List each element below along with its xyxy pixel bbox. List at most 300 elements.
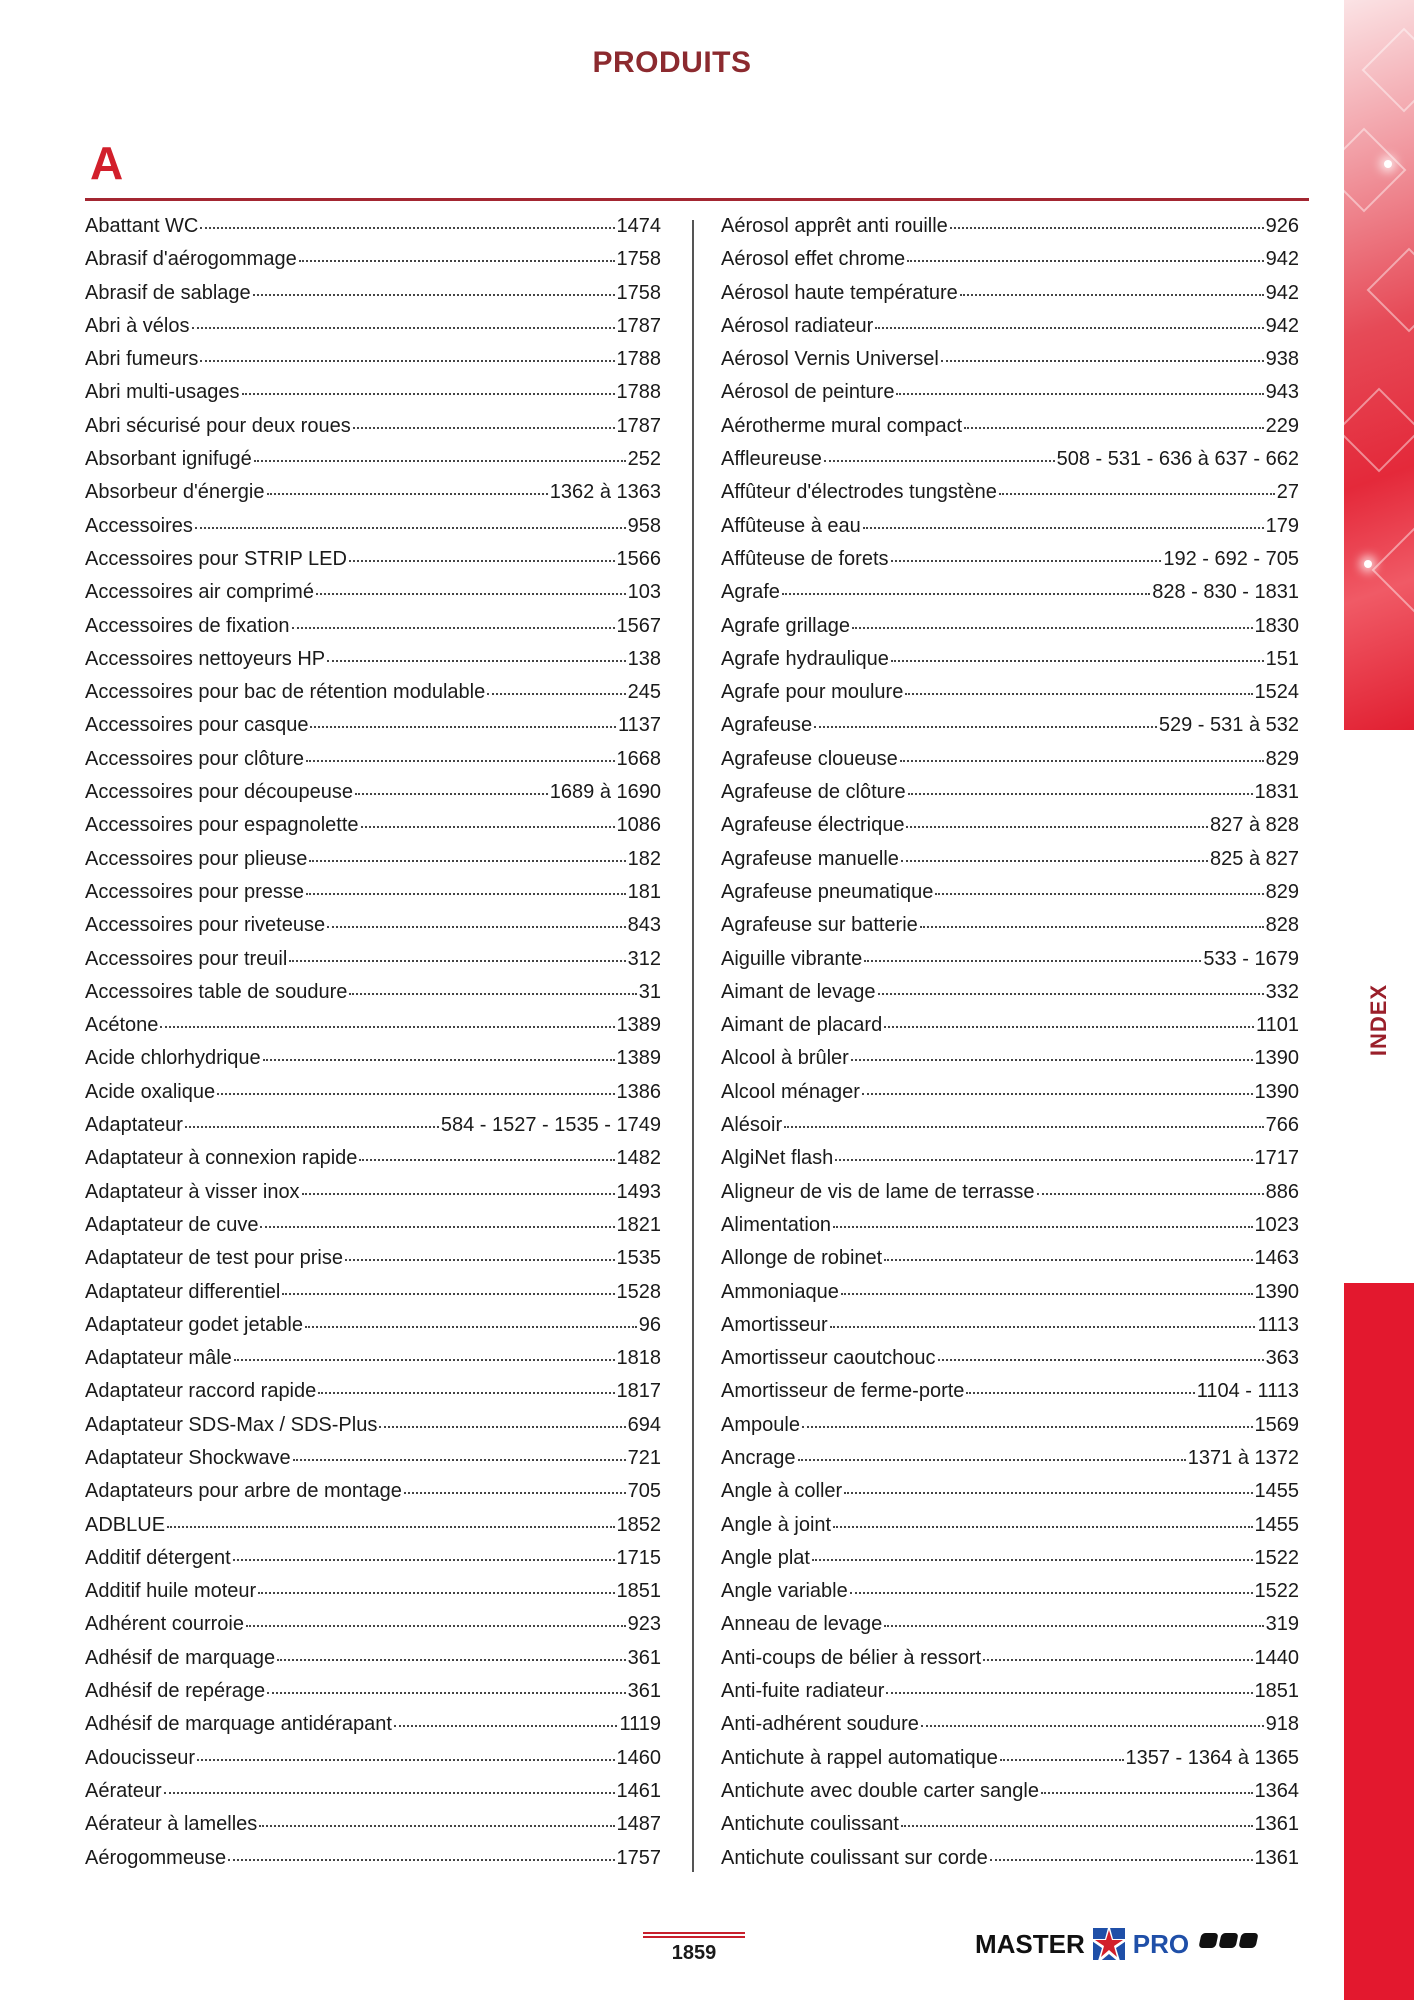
dot-leader — [802, 1426, 1253, 1428]
entry-name: Adaptateur — [85, 1114, 183, 1137]
index-column-left — [85, 215, 661, 1880]
entry-pages: 1474 — [616, 215, 661, 237]
dot-leader — [394, 1725, 618, 1727]
dot-leader — [891, 660, 1264, 662]
index-entry[interactable] — [85, 1713, 661, 1746]
dot-leader — [217, 1093, 614, 1095]
dot-leader — [263, 1059, 615, 1061]
dot-leader — [306, 760, 615, 762]
index-entry[interactable] — [85, 1181, 661, 1214]
index-entry[interactable] — [721, 848, 1299, 881]
entry-name: Additif huile moteur — [85, 1580, 257, 1603]
index-entry[interactable] — [721, 781, 1299, 814]
entry-name: Adaptateur godet jetable — [85, 1313, 303, 1336]
entry-pages: 1364 — [1254, 1779, 1299, 1802]
index-entry[interactable] — [721, 1414, 1299, 1447]
dot-leader — [966, 1392, 1194, 1394]
index-entry[interactable] — [85, 448, 661, 481]
dot-leader — [983, 1659, 1252, 1661]
dot-leader — [784, 1126, 1263, 1128]
dot-leader — [864, 960, 1201, 962]
entry-pages: 1113 — [1257, 1313, 1299, 1336]
dot-leader — [835, 1159, 1252, 1161]
section-letter: A — [90, 137, 124, 189]
index-entry[interactable] — [85, 681, 661, 714]
entry-pages: 1758 — [616, 248, 661, 271]
entry-name: ADBLUE — [85, 1513, 166, 1536]
entry-pages: 1361 — [1254, 1846, 1299, 1869]
index-entry[interactable] — [85, 1081, 661, 1114]
index-entry[interactable] — [85, 548, 661, 581]
index-entry[interactable] — [85, 814, 661, 847]
entry-pages: 766 — [1265, 1114, 1299, 1137]
index-entry[interactable] — [721, 282, 1299, 315]
entry-pages: 943 — [1265, 381, 1299, 404]
entry-pages: 151 — [1265, 647, 1299, 670]
index-entry[interactable] — [85, 1281, 661, 1314]
index-entry[interactable] — [721, 1347, 1299, 1380]
index-entry[interactable] — [721, 1713, 1299, 1746]
dot-leader — [814, 726, 1157, 728]
index-entry[interactable] — [85, 1147, 661, 1180]
index-entry[interactable] — [721, 1447, 1299, 1480]
entry-name: Agrafe — [721, 581, 780, 604]
entry-pages: 843 — [627, 914, 661, 937]
dot-leader — [349, 993, 636, 995]
index-entry[interactable] — [85, 415, 661, 448]
entry-name: Antichute avec double carter sangle — [721, 1779, 1039, 1802]
decorative-banner — [1344, 0, 1414, 730]
entry-name: Absorbant ignifugé — [85, 448, 252, 471]
index-entry[interactable] — [85, 981, 661, 1014]
entry-name: Accessoires pour STRIP LED — [85, 547, 347, 570]
dot-leader — [164, 1792, 615, 1794]
dot-leader — [310, 726, 616, 728]
entry-pages: 1086 — [616, 814, 661, 837]
index-entry[interactable] — [721, 714, 1299, 747]
dot-leader — [896, 393, 1263, 395]
entry-pages: 1821 — [616, 1213, 661, 1236]
entry-name: Alcool à brûler — [721, 1047, 849, 1070]
entry-pages: 828 — [1265, 914, 1299, 937]
dot-leader — [884, 1026, 1254, 1028]
page-title: PRODUITS — [592, 46, 752, 79]
index-entry[interactable] — [721, 914, 1299, 947]
entry-name: Accessoires pour découpeuse — [85, 781, 353, 804]
index-entry[interactable] — [721, 1214, 1299, 1247]
index-entry[interactable] — [85, 1214, 661, 1247]
index-entry[interactable] — [85, 215, 661, 248]
dot-leader — [254, 460, 626, 462]
entry-pages: 361 — [627, 1646, 661, 1669]
dot-leader — [851, 1059, 1253, 1061]
dot-leader — [293, 1459, 626, 1461]
entry-name: Aérosol haute température — [721, 281, 958, 304]
entry-name: Agrafe hydraulique — [721, 647, 889, 670]
entry-name: Aiguille vibrante — [721, 947, 863, 970]
index-entry[interactable] — [721, 948, 1299, 981]
index-entry[interactable] — [85, 1847, 661, 1880]
entry-pages: 1569 — [1254, 1413, 1299, 1436]
index-entry[interactable] — [85, 1647, 661, 1680]
entry-pages: 923 — [627, 1613, 661, 1636]
index-entry[interactable] — [85, 615, 661, 648]
dot-leader — [197, 1759, 614, 1761]
index-entry[interactable] — [85, 1780, 661, 1813]
entry-name: Absorbeur d'énergie — [85, 481, 265, 504]
dot-leader — [824, 460, 1055, 462]
dot-leader — [906, 826, 1208, 828]
index-entry[interactable] — [85, 1347, 661, 1380]
entry-name: Adaptateur de cuve — [85, 1213, 259, 1236]
entry-pages: 1455 — [1254, 1480, 1299, 1503]
dot-leader — [782, 593, 1150, 595]
entry-name: Adaptateur Shockwave — [85, 1446, 291, 1469]
index-entry[interactable] — [721, 1613, 1299, 1646]
index-entry[interactable] — [721, 1147, 1299, 1180]
index-entry[interactable] — [721, 515, 1299, 548]
index-entry[interactable] — [721, 1547, 1299, 1580]
index-entry[interactable] — [721, 814, 1299, 847]
dot-leader — [901, 1825, 1253, 1827]
index-entry[interactable] — [721, 1480, 1299, 1513]
dot-leader — [900, 760, 1264, 762]
dot-leader — [260, 1226, 614, 1228]
index-entry[interactable] — [85, 1480, 661, 1513]
entry-name: Angle variable — [721, 1580, 848, 1603]
index-entry[interactable] — [85, 1747, 661, 1780]
entry-name: Accessoires table de soudure — [85, 980, 348, 1003]
index-entry[interactable] — [721, 1580, 1299, 1613]
index-entry[interactable] — [85, 781, 661, 814]
index-entry[interactable] — [721, 748, 1299, 781]
dot-leader — [233, 1559, 615, 1561]
entry-name: Agrafeuse pneumatique — [721, 880, 934, 903]
index-entry[interactable] — [721, 1314, 1299, 1347]
entry-pages: 1461 — [616, 1779, 661, 1802]
dot-leader — [935, 893, 1263, 895]
star-logo-icon — [1087, 1922, 1131, 1966]
entry-pages: 958 — [627, 514, 661, 537]
dot-leader — [160, 1026, 614, 1028]
entry-pages: 705 — [627, 1480, 661, 1503]
index-entry[interactable] — [721, 1380, 1299, 1413]
index-entry[interactable] — [721, 1747, 1299, 1780]
entry-pages: 584 - 1527 - 1535 - 1749 — [440, 1114, 661, 1137]
entry-name: Accessoires nettoyeurs HP — [85, 647, 326, 670]
page-number: 1859 — [671, 1942, 717, 1964]
entry-name: Agrafeuse de clôture — [721, 781, 906, 804]
dot-leader — [353, 427, 615, 429]
dot-leader — [234, 1359, 615, 1361]
index-entry[interactable] — [85, 1047, 661, 1080]
index-entry[interactable] — [721, 1114, 1299, 1147]
entry-pages: 1831 — [1254, 781, 1299, 804]
dot-leader — [200, 227, 614, 229]
entry-pages: 827 à 828 — [1210, 814, 1299, 837]
entry-pages: 825 à 827 — [1210, 847, 1299, 870]
entry-name: Adaptateur de test pour prise — [85, 1247, 343, 1270]
entry-pages: 1357 - 1364 à 1365 — [1125, 1746, 1299, 1769]
index-entry[interactable] — [85, 948, 661, 981]
entry-name: Abrasif d'aérogommage — [85, 248, 297, 271]
brand-pro-text: PRO — [1132, 1928, 1190, 1959]
entry-name: Aérotherme mural compact — [721, 414, 963, 437]
dot-leader — [316, 593, 626, 595]
dot-leader — [302, 1193, 615, 1195]
index-entry[interactable] — [85, 581, 661, 614]
dot-leader — [920, 926, 1264, 928]
index-entry[interactable] — [721, 1014, 1299, 1047]
dot-leader — [850, 1592, 1253, 1594]
entry-name: Amortisseur caoutchouc — [721, 1347, 936, 1370]
entry-name: Antichute à rappel automatique — [721, 1746, 998, 1769]
dot-leader — [185, 1126, 439, 1128]
entry-pages: 1787 — [616, 414, 661, 437]
entry-pages: 1463 — [1254, 1247, 1299, 1270]
entry-name: Acide chlorhydrique — [85, 1047, 261, 1070]
dot-leader — [327, 926, 626, 928]
entry-name: Alimentation — [721, 1213, 832, 1236]
entry-pages: 229 — [1265, 414, 1299, 437]
index-entry[interactable] — [721, 615, 1299, 648]
entry-name: Agrafeuse sur batterie — [721, 914, 918, 937]
entry-pages: 918 — [1265, 1713, 1299, 1736]
entry-name: Abri multi-usages — [85, 381, 240, 404]
entry-name: Abrasif de sablage — [85, 281, 251, 304]
dot-leader — [907, 260, 1263, 262]
entry-name: Accessoires pour plieuse — [85, 847, 308, 870]
entry-pages: 1137 — [617, 714, 661, 737]
index-entry[interactable] — [721, 448, 1299, 481]
index-entry[interactable] — [85, 1813, 661, 1846]
index-entry[interactable] — [721, 1181, 1299, 1214]
index-entry[interactable] — [85, 282, 661, 315]
dot-leader — [964, 427, 1263, 429]
index-entry[interactable] — [85, 315, 661, 348]
entry-name: Antichute coulissant — [721, 1813, 899, 1836]
entry-name: Angle plat — [721, 1546, 810, 1569]
index-entry[interactable] — [85, 881, 661, 914]
entry-pages: 1717 — [1254, 1147, 1299, 1170]
entry-name: Accessoires — [85, 514, 193, 537]
index-entry[interactable] — [721, 1281, 1299, 1314]
entry-pages: 942 — [1265, 314, 1299, 337]
index-entry[interactable] — [85, 1414, 661, 1447]
dot-leader — [960, 294, 1264, 296]
index-entry[interactable] — [85, 1247, 661, 1280]
dot-leader — [863, 527, 1264, 529]
index-entry[interactable] — [85, 1014, 661, 1047]
brand-master-text: MASTER — [975, 1928, 1085, 1959]
index-entry[interactable] — [85, 1447, 661, 1480]
entry-name: Accessoires pour riveteuse — [85, 914, 326, 937]
index-entry[interactable] — [85, 1580, 661, 1613]
index-tab[interactable] — [1349, 970, 1409, 1070]
index-entry[interactable] — [721, 1047, 1299, 1080]
brand-logo — [975, 1922, 1189, 1966]
entry-name: Accessoires pour clôture — [85, 747, 304, 770]
dot-leader — [349, 560, 615, 562]
index-entry[interactable] — [85, 714, 661, 747]
entry-pages: 1787 — [616, 314, 661, 337]
index-entry[interactable] — [721, 215, 1299, 248]
entry-pages: 1830 — [1254, 614, 1299, 637]
entry-pages: 1522 — [1254, 1546, 1299, 1569]
index-entry[interactable] — [721, 1247, 1299, 1280]
index-entry[interactable] — [721, 315, 1299, 348]
entry-name: Accessoires pour treuil — [85, 947, 288, 970]
entry-pages: 942 — [1265, 248, 1299, 271]
entry-pages: 1566 — [616, 547, 661, 570]
side-strip — [1344, 0, 1414, 2000]
entry-pages: 1528 — [616, 1280, 661, 1303]
index-entry[interactable] — [721, 1847, 1299, 1880]
entry-name: Amortisseur de ferme-porte — [721, 1380, 965, 1403]
dot-leader — [921, 1725, 1264, 1727]
footer-rule — [643, 1932, 745, 1938]
dot-leader — [192, 327, 615, 329]
index-entry[interactable] — [85, 1514, 661, 1547]
entry-name: Aérosol Vernis Universel — [721, 348, 939, 371]
entry-name: Accessoires pour casque — [85, 714, 309, 737]
entry-name: Adaptateurs pour arbre de montage — [85, 1480, 402, 1503]
entry-name: Adhésif de repérage — [85, 1680, 266, 1703]
entry-name: Accessoires de fixation — [85, 614, 290, 637]
entry-name: Agrafeuse manuelle — [721, 847, 899, 870]
entry-pages: 1487 — [616, 1813, 661, 1836]
index-entry[interactable] — [85, 1680, 661, 1713]
entry-name: Aimant de placard — [721, 1014, 883, 1037]
entry-pages: 1493 — [616, 1180, 661, 1203]
index-column-right — [721, 215, 1299, 1880]
dot-leader — [990, 1859, 1253, 1861]
dot-leader — [862, 1093, 1253, 1095]
dot-leader — [884, 1259, 1252, 1261]
entry-pages: 1482 — [616, 1147, 661, 1170]
index-entry[interactable] — [85, 1114, 661, 1147]
entry-pages: 103 — [627, 581, 661, 604]
entry-pages: 1852 — [616, 1513, 661, 1536]
index-entry[interactable] — [85, 348, 661, 381]
dot-leader — [798, 1459, 1186, 1461]
index-entry[interactable] — [721, 548, 1299, 581]
index-entry[interactable] — [85, 481, 661, 514]
index-entry[interactable] — [721, 1780, 1299, 1813]
index-entry[interactable] — [721, 248, 1299, 281]
entry-name: Adaptateur differentiel — [85, 1280, 281, 1303]
dot-leader — [1000, 1759, 1124, 1761]
entry-name: Aérateur — [85, 1779, 162, 1802]
entry-pages: 1851 — [616, 1580, 661, 1603]
dot-leader — [487, 693, 625, 695]
entry-pages: 1386 — [616, 1080, 661, 1103]
index-entry[interactable] — [721, 1647, 1299, 1680]
index-entry[interactable] — [85, 1613, 661, 1646]
entry-name: Adaptateur SDS-Max / SDS-Plus — [85, 1413, 378, 1436]
index-entry[interactable] — [85, 1380, 661, 1413]
entry-pages: 942 — [1265, 281, 1299, 304]
dot-leader — [875, 327, 1263, 329]
entry-name: Anti-coups de bélier à ressort — [721, 1646, 982, 1669]
entry-name: Angle à coller — [721, 1480, 843, 1503]
entry-name: Accessoires pour bac de rétention modulable — [85, 681, 486, 704]
dot-leader — [999, 493, 1275, 495]
index-entry[interactable] — [721, 581, 1299, 614]
index-entry[interactable] — [721, 1680, 1299, 1713]
index-entry[interactable] — [85, 848, 661, 881]
dot-leader — [379, 1426, 625, 1428]
dot-leader — [1037, 1193, 1264, 1195]
dot-leader — [267, 493, 548, 495]
entry-name: Aérosol de peinture — [721, 381, 895, 404]
entry-pages: 721 — [627, 1446, 661, 1469]
entry-pages: 533 - 1679 — [1203, 947, 1299, 970]
dot-leader — [812, 1559, 1253, 1561]
index-entry[interactable] — [721, 881, 1299, 914]
dot-leader — [253, 294, 615, 296]
entry-name: Affûteuse à eau — [721, 514, 861, 537]
dot-leader — [242, 393, 615, 395]
index-entry[interactable] — [721, 1514, 1299, 1547]
dot-leader — [327, 660, 626, 662]
index-entry[interactable] — [721, 648, 1299, 681]
entry-name: Amortisseur — [721, 1313, 828, 1336]
index-entry[interactable] — [85, 1547, 661, 1580]
entry-pages: 508 - 531 - 636 à 637 - 662 — [1056, 448, 1299, 471]
dot-leader — [345, 1259, 615, 1261]
entry-name: Ampoule — [721, 1413, 800, 1436]
index-entry[interactable] — [85, 648, 661, 681]
index-entry[interactable] — [721, 481, 1299, 514]
index-entry[interactable] — [721, 415, 1299, 448]
index-entry[interactable] — [85, 248, 661, 281]
entry-pages: 1851 — [1254, 1680, 1299, 1703]
index-entry[interactable] — [721, 681, 1299, 714]
entry-name: Aérateur à lamelles — [85, 1813, 258, 1836]
entry-name: Aérosol effet chrome — [721, 248, 906, 271]
entry-pages: 886 — [1265, 1180, 1299, 1203]
entry-pages: 1460 — [616, 1746, 661, 1769]
entry-pages: 1788 — [616, 348, 661, 371]
dot-leader — [228, 1859, 614, 1861]
entry-name: Antichute coulissant sur corde — [721, 1846, 988, 1869]
entry-name: Aérosol radiateur — [721, 314, 874, 337]
entry-pages: 138 — [627, 647, 661, 670]
index-entry[interactable] — [721, 1081, 1299, 1114]
decorative-red-block — [1344, 1283, 1414, 2000]
entry-name: Ancrage — [721, 1446, 796, 1469]
index-entry[interactable] — [85, 381, 661, 414]
index-entry[interactable] — [85, 914, 661, 947]
entry-pages: 1689 à 1690 — [549, 781, 661, 804]
index-entry[interactable] — [721, 348, 1299, 381]
dot-leader — [277, 1659, 625, 1661]
entry-pages: 192 - 692 - 705 — [1163, 547, 1299, 570]
dot-leader — [844, 1492, 1252, 1494]
index-entry[interactable] — [721, 1813, 1299, 1846]
index-entry[interactable] — [85, 748, 661, 781]
index-entry[interactable] — [721, 381, 1299, 414]
section-rule — [85, 198, 1309, 201]
entry-name: Anti-adhérent soudure — [721, 1713, 919, 1736]
index-entry[interactable] — [85, 515, 661, 548]
dot-leader — [404, 1492, 626, 1494]
entry-pages: 1788 — [616, 381, 661, 404]
entry-pages: 1455 — [1254, 1513, 1299, 1536]
index-entry[interactable] — [85, 1314, 661, 1347]
index-entry[interactable] — [721, 981, 1299, 1014]
